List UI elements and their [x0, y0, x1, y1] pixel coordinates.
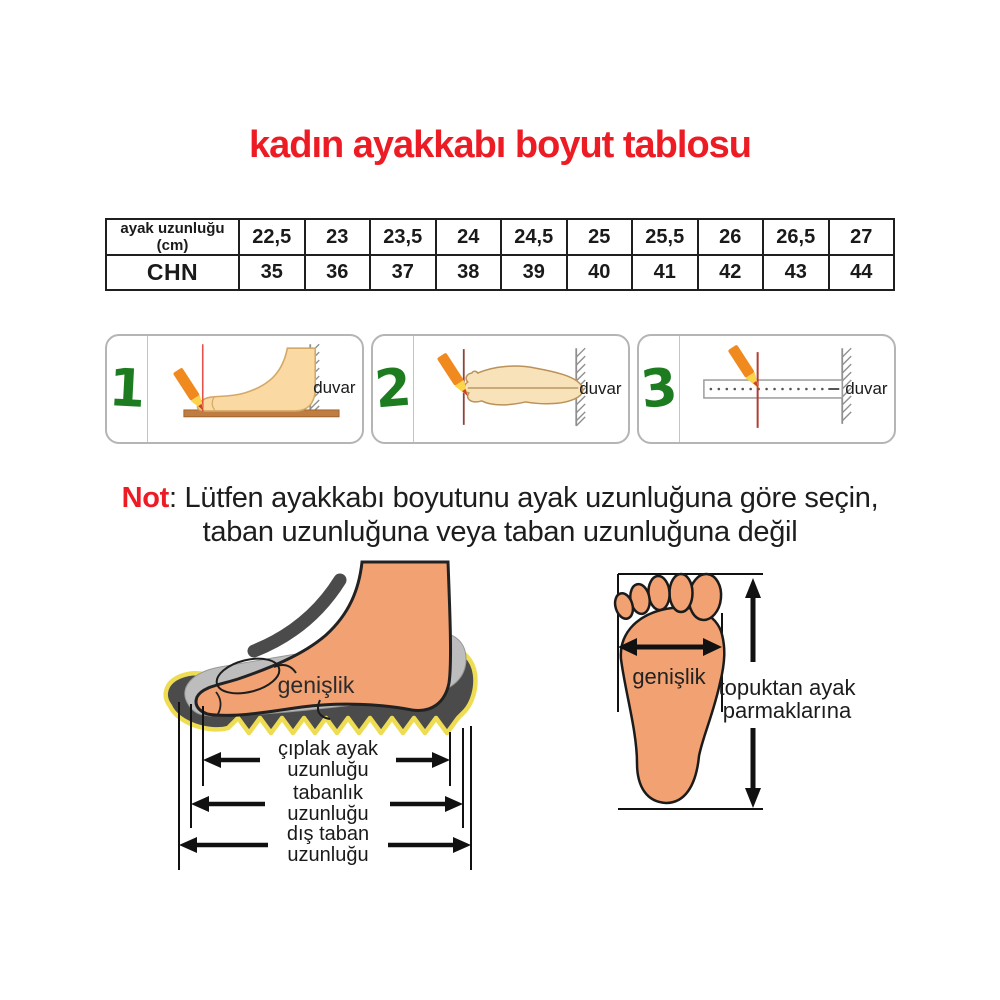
length-label: topuktan ayak — [718, 675, 856, 700]
foot-side-shape — [197, 348, 315, 411]
table-row-foot-length — [106, 219, 894, 255]
table-cell: 22,5 — [239, 219, 305, 255]
length-label: parmaklarına — [722, 698, 852, 723]
table-cell: 23,5 — [370, 219, 436, 255]
wall-label: duvar — [313, 377, 356, 397]
table-cell: 26 — [698, 219, 764, 255]
measure-step-3 — [637, 334, 896, 444]
measure-step-1 — [105, 334, 364, 444]
table-cell: 25,5 — [632, 219, 698, 255]
wall-label: duvar — [845, 378, 888, 398]
table-cell: 27 — [829, 219, 895, 255]
note-line-2: taban uzunluğuna veya taban uzunluğuna değil — [202, 516, 798, 548]
table-cell: 41 — [632, 255, 698, 290]
page-title: kadın ayakkabı boyut tablosu — [248, 124, 752, 166]
table-cell: 38 — [436, 255, 502, 290]
size-table — [105, 218, 895, 291]
step-number-2: 2 — [373, 336, 414, 442]
table-cell: 26,5 — [763, 219, 829, 255]
row-label: CHN — [106, 255, 239, 290]
note — [0, 481, 1000, 549]
table-row-chn-size — [106, 255, 894, 290]
note-prefix: Not — [121, 482, 170, 514]
table-cell: 24 — [436, 219, 502, 255]
measure-label: uzunluğu — [287, 844, 369, 866]
measure-label: çıplak ayak — [277, 738, 379, 760]
foot-sole-shape — [621, 608, 724, 803]
measure-step-2 — [371, 334, 630, 444]
table-cell: 25 — [567, 219, 633, 255]
table-cell: 35 — [239, 255, 305, 290]
measure-label: uzunluğu — [287, 759, 369, 781]
step-2-illustration — [414, 336, 628, 442]
table-cell: 44 — [829, 255, 895, 290]
step-number-1: 1 — [107, 336, 148, 442]
wall-label: duvar — [579, 378, 622, 398]
measure-label: uzunluğu — [287, 803, 369, 825]
table-cell: 42 — [698, 255, 764, 290]
table-cell: 37 — [370, 255, 436, 290]
step-1-illustration — [148, 336, 362, 442]
table-cell: 43 — [763, 255, 829, 290]
note-text: : Lütfen ayakkabı boyutunu ayak uzunluğuna göre seçin, — [169, 482, 879, 514]
row-label: ayak uzunluğu (cm) — [106, 219, 239, 255]
sole-view-measure-diagram — [585, 553, 905, 845]
measure-label: dış taban — [286, 823, 370, 845]
table-cell: 36 — [305, 255, 371, 290]
side-view-measure-diagram — [140, 556, 525, 888]
table-cell: 39 — [501, 255, 567, 290]
step-number-3: 3 — [639, 336, 680, 442]
table-cell: 24,5 — [501, 219, 567, 255]
table-cell: 23 — [305, 219, 371, 255]
step-3-illustration — [680, 336, 894, 442]
width-label: genişlik — [277, 672, 355, 698]
width-label: genişlik — [632, 664, 706, 689]
measure-label: tabanlık — [292, 782, 364, 804]
footprint-shape — [464, 366, 582, 405]
table-cell: 40 — [567, 255, 633, 290]
note-line-1 — [0, 481, 1000, 515]
